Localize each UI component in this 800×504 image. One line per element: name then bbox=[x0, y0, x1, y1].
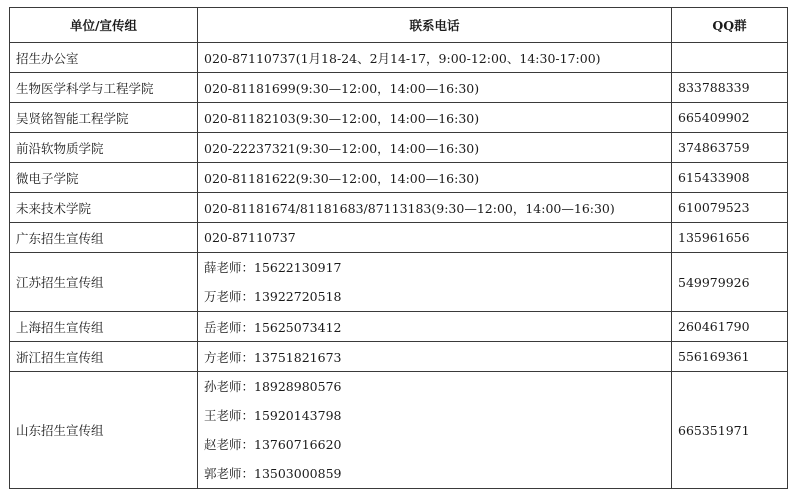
table-body bbox=[10, 43, 788, 489]
phone-line: 020-22237321(9:30—12:00，14:00—16:30) bbox=[204, 140, 480, 156]
unit-cell: 浙江招生宣传组 bbox=[10, 342, 198, 372]
qq-group-cell: 135961656 bbox=[672, 223, 788, 253]
phone-cell bbox=[198, 312, 672, 342]
qq-group-cell: 833788339 bbox=[672, 73, 788, 103]
phone-line: 方老师：13751821673 bbox=[204, 349, 342, 365]
qq-group-cell bbox=[672, 43, 788, 73]
phone-line: 020-81181674/81181683/87113183(9:30—12:00，14:00—16:30) bbox=[204, 200, 615, 216]
qq-group-cell: 374863759 bbox=[672, 133, 788, 163]
table-row bbox=[10, 163, 788, 193]
phone-cell bbox=[198, 223, 672, 253]
unit-cell: 广东招生宣传组 bbox=[10, 223, 198, 253]
phone-line: 赵老师：13760716620 bbox=[204, 437, 342, 452]
table-row bbox=[10, 73, 788, 103]
phone-line: 万老师：13922720518 bbox=[204, 289, 342, 304]
table-row bbox=[10, 342, 788, 372]
table-row bbox=[10, 43, 788, 73]
phone-line: 020-81181622(9:30—12:00，14:00—16:30) bbox=[204, 170, 480, 186]
table-row bbox=[10, 193, 788, 223]
phone-cell bbox=[198, 193, 672, 223]
qq-group-cell: 549979926 bbox=[672, 253, 788, 312]
qq-group-cell: 615433908 bbox=[672, 163, 788, 193]
unit-cell: 江苏招生宣传组 bbox=[10, 253, 198, 312]
phone-cell bbox=[198, 253, 672, 312]
unit-cell: 吴贤铭智能工程学院 bbox=[10, 103, 198, 133]
header-qq: QQ群 bbox=[672, 8, 788, 43]
phone-cell bbox=[198, 342, 672, 372]
qq-group-cell: 665409902 bbox=[672, 103, 788, 133]
phone-line: 薛老师：15622130917 bbox=[204, 260, 342, 275]
phone-line: 王老师：15920143798 bbox=[204, 408, 342, 423]
unit-cell: 未来技术学院 bbox=[10, 193, 198, 223]
phone-line: 孙老师：18928980576 bbox=[204, 379, 342, 394]
unit-cell: 上海招生宣传组 bbox=[10, 312, 198, 342]
phone-cell bbox=[198, 103, 672, 133]
phone-line: 020-81182103(9:30—12:00，14:00—16:30) bbox=[204, 110, 480, 126]
phone-line: 020-87110737 bbox=[204, 230, 296, 245]
unit-cell: 招生办公室 bbox=[10, 43, 198, 73]
unit-cell: 生物医学科学与工程学院 bbox=[10, 73, 198, 103]
table-row bbox=[10, 133, 788, 163]
phone-cell bbox=[198, 133, 672, 163]
unit-cell: 微电子学院 bbox=[10, 163, 198, 193]
phone-line: 岳老师：15625073412 bbox=[204, 319, 342, 335]
header-phone: 联系电话 bbox=[198, 8, 672, 43]
phone-cell bbox=[198, 372, 672, 489]
qq-group-cell: 665351971 bbox=[672, 372, 788, 489]
table-row bbox=[10, 372, 788, 489]
header-unit: 单位/宣传组 bbox=[10, 8, 198, 43]
unit-cell: 山东招生宣传组 bbox=[10, 372, 198, 489]
phone-line: 020-81181699(9:30—12:00，14:00—16:30) bbox=[204, 80, 480, 96]
phone-line: 020-87110737(1月18-24、2月14-17，9:00-12:00、14:30-17:00) bbox=[204, 50, 601, 66]
table-row bbox=[10, 103, 788, 133]
qq-group-cell: 260461790 bbox=[672, 312, 788, 342]
header-row bbox=[10, 8, 788, 43]
contact-table bbox=[9, 7, 788, 489]
qq-group-cell: 556169361 bbox=[672, 342, 788, 372]
phone-cell bbox=[198, 43, 672, 73]
phone-line: 郭老师：13503000859 bbox=[204, 466, 342, 481]
table-row bbox=[10, 253, 788, 312]
unit-cell: 前沿软物质学院 bbox=[10, 133, 198, 163]
qq-group-cell: 610079523 bbox=[672, 193, 788, 223]
table-row bbox=[10, 312, 788, 342]
phone-cell bbox=[198, 73, 672, 103]
phone-cell bbox=[198, 163, 672, 193]
table-row bbox=[10, 223, 788, 253]
table-header bbox=[10, 8, 788, 43]
